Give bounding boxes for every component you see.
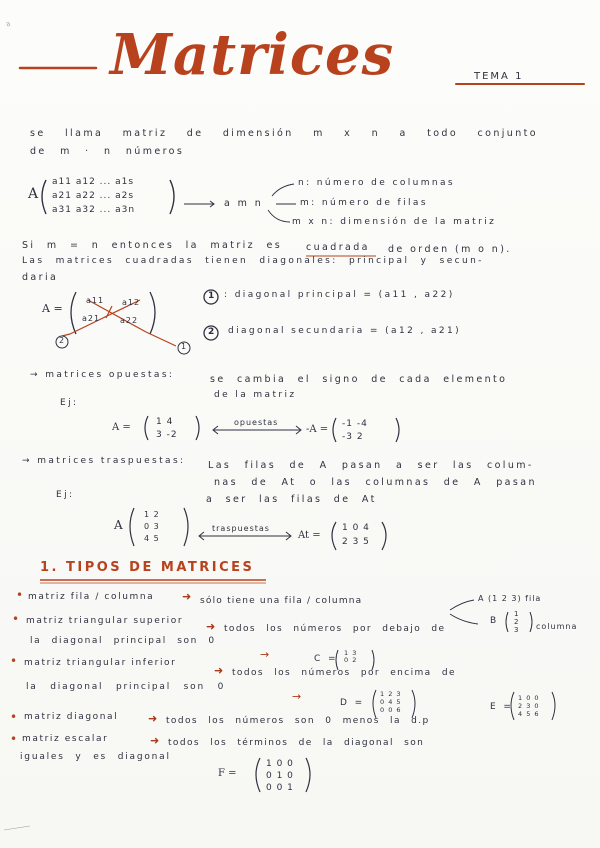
tipo-4-label: matriz diagonal (24, 712, 119, 722)
square-line-1a: Si m = n entonces la matriz es (22, 240, 283, 251)
legend-m: m: número de filas (300, 198, 428, 208)
tipo-1-label: matriz fila / columna (28, 592, 155, 602)
tipo-2-desc-2: la diagonal principal son 0 (30, 636, 216, 646)
tipo-2-matrix: 1 3 0 2 (344, 649, 358, 664)
tipo-3-matrix-d: 1 2 3 0 4 5 0 0 6 (380, 690, 402, 714)
diag2-num: 2 (208, 327, 215, 337)
tipo-5-row-3: 0 0 1 (266, 783, 294, 793)
bullet-2: • (12, 612, 20, 626)
tipo-5-label: matriz escalar (22, 734, 109, 744)
tipo-4-arrow-icon: ➜ (148, 712, 158, 725)
opuestas-b-label: -A = (306, 424, 329, 435)
tipo-3-label: matriz triangular inferior (24, 658, 177, 668)
intro-matrix-row-3: a31 a32 ... a3n (52, 205, 136, 215)
tipo-3-ex2: E = (490, 702, 514, 712)
bullet-4: • (10, 710, 18, 724)
tipo-5-ex: F = (218, 768, 237, 779)
opuestas-heading: → matrices opuestas: (30, 370, 175, 380)
square-line-3: daria (22, 272, 59, 283)
traspuestas-b-row-2: 2 3 5 (342, 537, 370, 547)
tipo-5-row-2: 0 1 0 (266, 771, 294, 781)
tipo-3-arrow-icon: ➜ (214, 664, 224, 677)
bullet-3: • (10, 654, 18, 668)
diag1-num: 1 (208, 291, 215, 301)
bullet-5: • (10, 732, 18, 746)
tipos-heading: 1. TIPOS DE MATRICES (40, 560, 255, 575)
opuestas-desc-2: de la matriz (214, 390, 297, 400)
traspuestas-a-row-2: 0 3 (144, 522, 160, 531)
entry-a12: a12 (122, 298, 141, 307)
square-line-2: Las matrices cuadradas tienen diagonales: principal y secun- (22, 256, 484, 266)
traspuestas-desc-2: nas de At o las columnas de A pasan (214, 477, 537, 488)
tipo-2-arrow-icon: ➜ (206, 620, 216, 633)
square-matrix-label: A = (42, 302, 63, 315)
opuestas-a-row-1: 1 4 (156, 417, 174, 427)
tipo-3-ex: D = (340, 698, 365, 708)
tipo-2-arrow2-icon: → (260, 648, 270, 661)
opuestas-a-label: A = (112, 422, 131, 433)
traspuestas-a-row-3: 4 5 (144, 534, 160, 543)
circle-label-1: 1 (181, 342, 188, 351)
tipo-1-arrow-icon: ➜ (182, 590, 192, 603)
tipo-1-ex2b: columna (536, 622, 578, 631)
tema-label: TEMA 1 (474, 71, 524, 82)
traspuestas-ej: Ej: (56, 490, 75, 500)
tipo-5-desc: todos los términos de la diagonal son (168, 738, 425, 748)
tipo-1-ex2: B (490, 616, 499, 626)
traspuestas-desc-3: a ser las filas de At (206, 494, 377, 505)
intro-matrix-row-2: a21 a22 ... a2s (52, 191, 135, 201)
tipo-2-ex: C = (314, 654, 338, 664)
matrix-a-label: A (28, 186, 39, 202)
amn-label: a m n (224, 198, 264, 209)
traspuestas-b-label: At = (298, 530, 321, 541)
entry-a21: a21 (82, 314, 101, 323)
tipo-3-desc: todos los números por encima de (232, 668, 456, 678)
legend-n: n: número de columnas (298, 178, 456, 188)
diag2-text: diagonal secundaria = (a12 , a21) (228, 326, 462, 336)
cuadrada-word: cuadrada (306, 242, 370, 253)
tipo-1-ex1: A (1 2 3) fila (478, 594, 542, 603)
intro-line-1: se llama matriz de dimensión m x n a todo conjunto (30, 128, 538, 139)
traspuestas-a-row-1: 1 2 (144, 510, 160, 519)
traspuestas-arrow-label: traspuestas (212, 524, 270, 533)
bullet-1: • (16, 588, 24, 602)
diag1-text: : diagonal principal = (a11 , a22) (224, 290, 455, 300)
traspuestas-a-label: A (114, 518, 123, 532)
page-title: Matrices (110, 22, 395, 88)
opuestas-b-row-1: -1 -4 (342, 419, 368, 429)
tipo-3-arrow2-icon: → (292, 690, 302, 703)
circle-label-2: 2 (59, 336, 66, 345)
traspuestas-heading: → matrices traspuestas: (22, 456, 186, 466)
tipo-1-desc: sólo tiene una fila / columna (200, 596, 363, 606)
entry-a22: a22 (120, 316, 139, 325)
tipo-4-desc: todos los números son 0 menos la d.p (166, 716, 430, 726)
tipo-2-desc: todos los números por debajo de (224, 624, 446, 634)
opuestas-b-row-2: -3 2 (342, 432, 364, 442)
traspuestas-b-row-1: 1 0 4 (342, 523, 370, 533)
traspuestas-desc-1: Las filas de A pasan a ser las colum- (208, 460, 534, 471)
intro-matrix-row-1: a11 a12 ... a1s (52, 177, 135, 187)
entry-a11: a11 (86, 296, 105, 305)
tipo-1-col-matrix: 1 2 3 (514, 610, 520, 634)
tipo-3-desc-2: la diagonal principal son 0 (26, 682, 226, 692)
square-line-1b: de orden (m o n). (388, 244, 512, 255)
legend-mxn: m x n: dimensión de la matriz (292, 217, 497, 227)
tipo-3-matrix-e: 1 0 0 2 3 0 4 5 6 (518, 694, 540, 718)
opuestas-desc-1: se cambia el signo de cada elemento (210, 374, 508, 385)
opuestas-ej: Ej: (60, 398, 79, 408)
tipo-5-desc-2: iguales y es diagonal (20, 752, 171, 762)
corner-note: a (4, 19, 12, 29)
tipo-5-arrow-icon: ➜ (150, 734, 160, 747)
opuestas-arrow-label: opuestas (234, 418, 279, 427)
intro-line-2: de m · n números (30, 146, 185, 157)
tipo-2-label: matriz triangular superior (26, 616, 184, 626)
tipo-5-row-1: 1 0 0 (266, 759, 294, 769)
opuestas-a-row-2: 3 -2 (156, 430, 178, 440)
